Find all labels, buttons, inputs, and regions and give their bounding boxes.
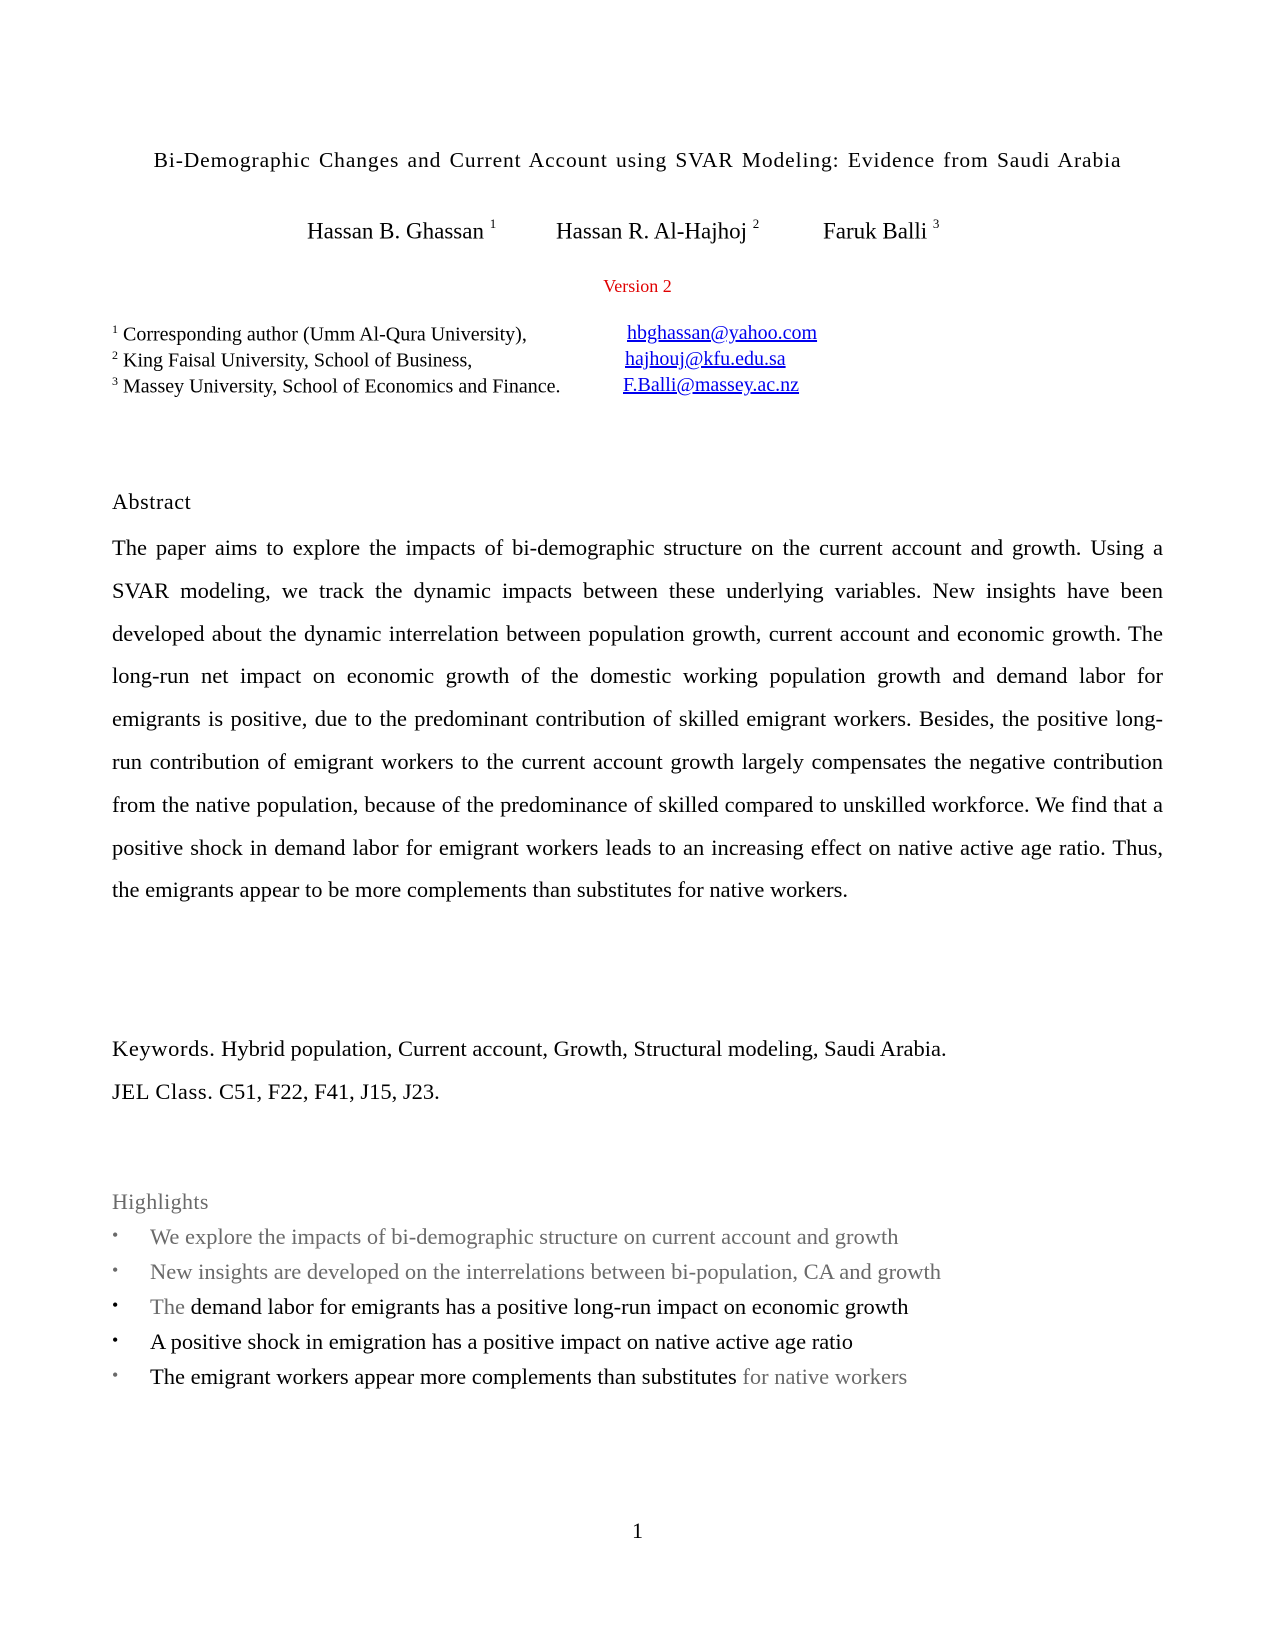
jel-text: C51, F22, F41, J15, J23. [219, 1079, 440, 1104]
bullet-icon: • [112, 1330, 119, 1350]
keywords-label: Keywords. [112, 1036, 216, 1061]
author-name: Faruk Balli [823, 218, 928, 244]
affiliation-3 [112, 374, 561, 399]
abstract-body: The paper aims to explore the impacts of bi-demographic structure on the current account and growth. Using a SVAR modeling, we track the dynamic impacts between these underlying variables. New insights have been developed about the dynamic interrelation between population growth, current account and economic growth. The long-run net impact on economic growth of the domestic working population growth and demand labor for emigrants is positive, due to the predominant contribution of skilled emigrant workers. Besides, the positive long-run contribution of emigrant workers to the current account growth largely compensates the negative contribution from the native population, because of the predominance of skilled compared to unskilled workforce. We find that a positive shock in demand labor for emigrant workers leads to an increasing effect on native active age ratio. Thus, the emigrants appear to be more complements than substitutes for native workers. [112, 535, 1163, 903]
highlight-text-grey: The [150, 1294, 185, 1319]
email-link-2[interactable]: hajhouj@kfu.edu.sa [625, 348, 786, 370]
highlight-text: demand labor for emigrants has a positive long-run impact on economic growth [184, 1294, 909, 1319]
bullet-icon: • [112, 1225, 119, 1245]
author-name: Hassan R. Al-Hajhoj [556, 218, 748, 244]
affiliation-mark: 3 [112, 374, 118, 388]
affiliation-1 [112, 322, 527, 347]
jel-label: JEL Class. [112, 1079, 214, 1104]
keywords-line [112, 1036, 947, 1062]
author-1 [307, 218, 496, 245]
abstract-heading: Abstract [112, 489, 192, 514]
bullet-icon: • [112, 1365, 119, 1385]
keywords-text: Hybrid population, Current account, Growth, Structural modeling, Saudi Arabia. [221, 1036, 947, 1061]
author-mark: 3 [932, 216, 940, 231]
email-link-3[interactable]: F.Balli@massey.ac.nz [623, 374, 800, 396]
affiliation-2 [112, 348, 472, 373]
author-3 [823, 218, 939, 245]
author-2 [556, 218, 759, 245]
email-link-1[interactable]: hbghassan@yahoo.com [627, 322, 818, 344]
affiliation-text: Corresponding author (Umm Al-Qura University), [123, 323, 527, 346]
highlight-text: A positive shock in emigration has a positive impact on native active age ratio [150, 1329, 853, 1354]
highlights-heading: Highlights [112, 1189, 209, 1214]
bullet-icon: • [112, 1295, 119, 1315]
highlight-text-grey: for native workers [736, 1364, 908, 1389]
affiliation-mark: 1 [112, 322, 118, 336]
highlight-text-grey: We explore the impacts of bi-demographic structure on current account and growth [150, 1224, 899, 1249]
author-mark: 1 [489, 216, 497, 231]
author-name: Hassan B. Ghassan [307, 218, 484, 244]
affiliation-mark: 2 [112, 348, 118, 362]
highlight-text-grey: New insights are developed on the interrelations between bi-population, CA and growth [150, 1259, 942, 1284]
author-mark: 2 [752, 216, 760, 231]
affiliation-text: King Faisal University, School of Business, [123, 349, 473, 372]
affiliation-text: Massey University, School of Economics and Finance. [123, 375, 561, 398]
page-number: 1 [632, 1518, 643, 1543]
version-label: Version 2 [603, 276, 672, 296]
bullet-icon: • [112, 1260, 119, 1280]
paper-title: Bi-Demographic Changes and Current Account using SVAR Modeling: Evidence from Saudi Arabia [153, 148, 1122, 172]
highlight-text: The emigrant workers appear more complements than substitutes [150, 1364, 737, 1389]
jel-line [112, 1079, 440, 1105]
